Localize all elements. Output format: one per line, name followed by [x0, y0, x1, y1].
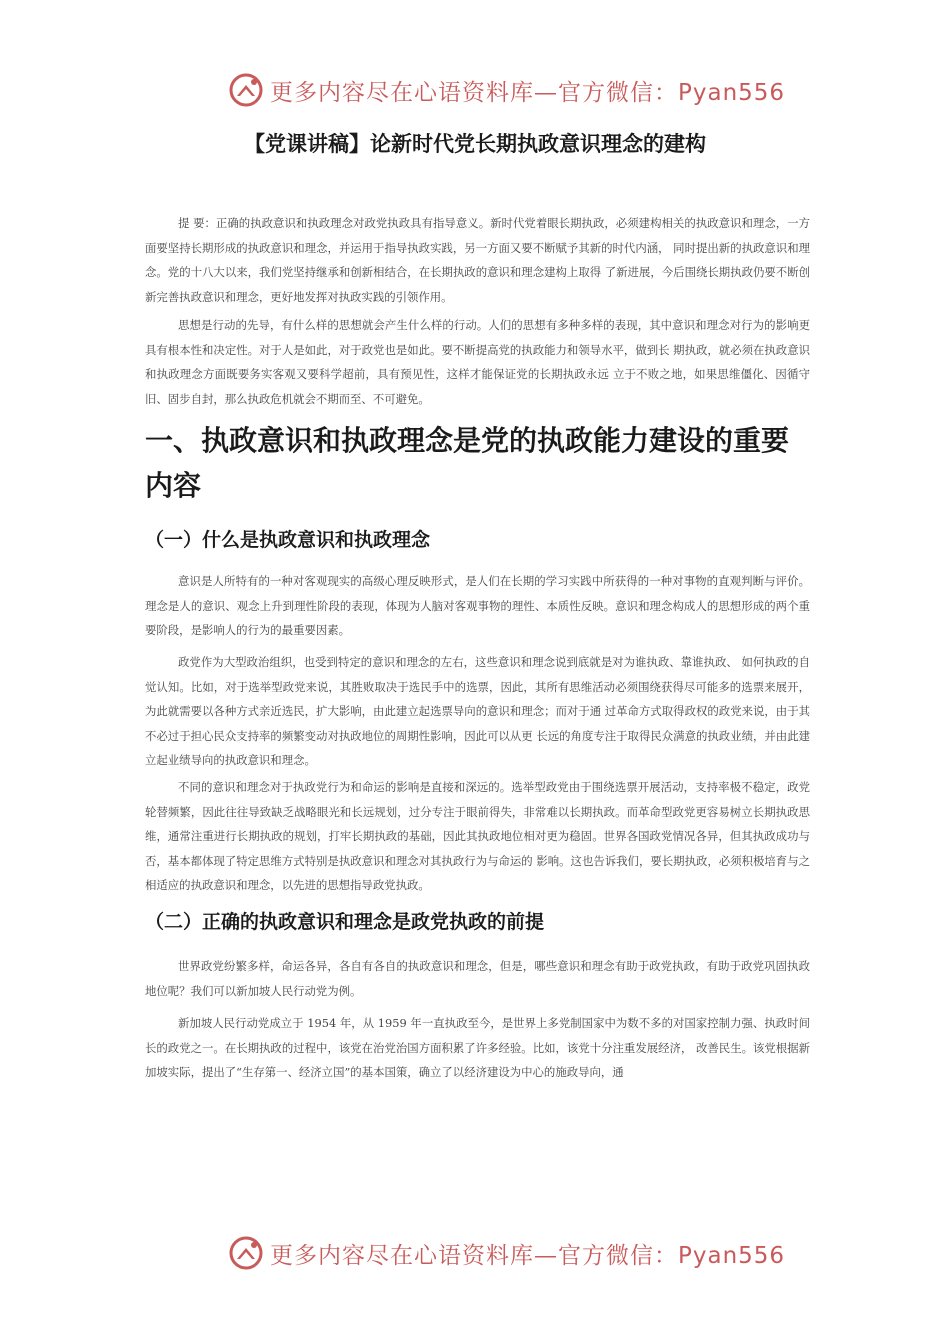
subsection-1-2 — [145, 909, 810, 935]
body-paragraph: 不同的意识和理念对于执政党行为和命运的影响是直接和深远的。选举型政党由于围绕选票开展活动，支持率极不稳定，政党轮替频繁，因此往往导致缺乏战略眼光和长远规划，过分专注于眼前得失，非常难以长期执政。而革命型政党更容易树立长期执政思维，通常注重进行长期执政的规划，打牢长期执政的基础，因此其执政地位相对更为稳固。世界各国政党情况各异，但其执政成功与否，基本都体现了特定思维方式特别是执政意识和理念对其执政行为与命运的 影响。这也告诉我们，要长期执政，必须积极培育与之相适应的执政意识和理念，以先进的思想指导政党执政。 — [145, 780, 810, 892]
section-1 — [145, 418, 810, 508]
body-paragraph: 政党作为大型政治组织，也受到特定的意识和理念的左右，这些意识和理念说到底就是对为谁执政、靠谁执政、 如何执政的自觉认知。比如，对于选举型政党来说，其胜败取决于选民手中的选票，因此，其所有思维活动必须围绕获得尽可能多的选票来展开，为此就需要以各种方式亲近选民，扩大影响，由此建立起选票导向的意识和理念；而对于通 过革命方式取得政权的政党来说，由于其不必过于担心民众支持率的频繁变动对执政地位的周期性影响，因此可以从更 长远的角度专注于取得民众满意的执政业绩，并由此建立起业绩导向的执政意识和理念。 — [145, 655, 810, 767]
subsection-1-1-para-3 — [145, 775, 810, 898]
subsection-1-1-para-1 — [145, 569, 810, 643]
body-paragraph: 意识是人所特有的一种对客观现实的高级心理反映形式，是人们在长期的学习实践中所获得的一种对事物的直观判断与评价。理念是人的意识、观念上升到理性阶段的表现，体现为人脑对客观事物的理性、本质性反映。意识和理念构成人的思想形成的两个重要阶段，是影响人的行为的最重要因素。 — [145, 574, 810, 637]
book-logo-icon — [228, 1235, 264, 1271]
subsection-1-2-para-2 — [145, 1011, 810, 1085]
intro-block — [145, 313, 810, 411]
section-1-heading: 一、执政意识和执政理念是党的执政能力建设的重要内容 — [145, 424, 790, 502]
abstract-block — [145, 211, 810, 309]
book-logo-icon — [228, 72, 264, 108]
watermark-wechat-id: Pyan556 — [678, 79, 786, 106]
subsection-1-2-heading: （二）正确的执政意识和理念是政党执政的前提 — [145, 911, 545, 933]
footer-watermark — [228, 1235, 785, 1271]
subsection-1-1-heading: （一）什么是执政意识和执政理念 — [145, 529, 431, 551]
abstract-paragraph: 提 要：正确的执政意识和执政理念对政党执政具有指导意义。新时代党着眼长期执政，必须建构相关的执政意识和理念，一方面要坚持长期形成的执政意识和理念，并运用于指导执政实践，另一方面又要不断赋予其新的时代内涵， 同时提出新的执政意识和理念。党的十八大以来，我们党坚持继承和创新相结合，在长期执政的意识和理念建构上取得 了新进展，今后围绕长期执政仍要不断创新完善执政意识和理念，更好地发挥对执政实践的引领作用。 — [145, 216, 810, 304]
intro-paragraph: 思想是行动的先导，有什么样的思想就会产生什么样的行动。人们的思想有多种多样的表现，其中意识和理念对行为的影响更具有根本性和决定性。对于人是如此，对于政党也是如此。要不断提高党的执政能力和领导水平，做到长 期执政，就必须在执政意识和执政理念方面既要务实客观又要科学超前，具有预见性，这样才能保证党的长期执政永远 立于不败之地，如果思维僵化、因循守旧、固步自封，那么执政危机就会不期而至、不可避免。 — [145, 318, 810, 406]
subsection-1-2-para-1 — [145, 954, 810, 1003]
body-paragraph: 新加坡人民行动党成立于 1954 年，从 1959 年一直执政至今，是世界上多党制国家中为数不多的对国家控制力强、执政时间长的政党之一。在长期执政的过程中，该党在治党治国方面积累了许多经验。比如，该党十分注重发展经济， 改善民生。该党根据新加坡实际，提出了“生存第一、经济立国”的基本国策，确立了以经济建设为中心的施政导向，通 — [145, 1016, 810, 1079]
document-title: 【党课讲稿】论新时代党长期执政意识理念的建构 — [244, 132, 706, 156]
watermark-wechat-id: Pyan556 — [678, 1242, 786, 1269]
watermark-text: 更多内容尽在心语资料库—官方微信：Pyan556 — [270, 1242, 786, 1269]
header-watermark — [228, 72, 785, 108]
subsection-1-1 — [145, 527, 810, 553]
subsection-1-1-para-2 — [145, 650, 810, 773]
watermark-text: 更多内容尽在心语资料库—官方微信：Pyan556 — [270, 79, 786, 106]
body-paragraph: 世界政党纷繁多样，命运各异，各自有各自的执政意识和理念，但是，哪些意识和理念有助于政党执政，有助于政党巩固执政地位呢？我们可以新加坡人民行动党为例。 — [145, 959, 810, 998]
